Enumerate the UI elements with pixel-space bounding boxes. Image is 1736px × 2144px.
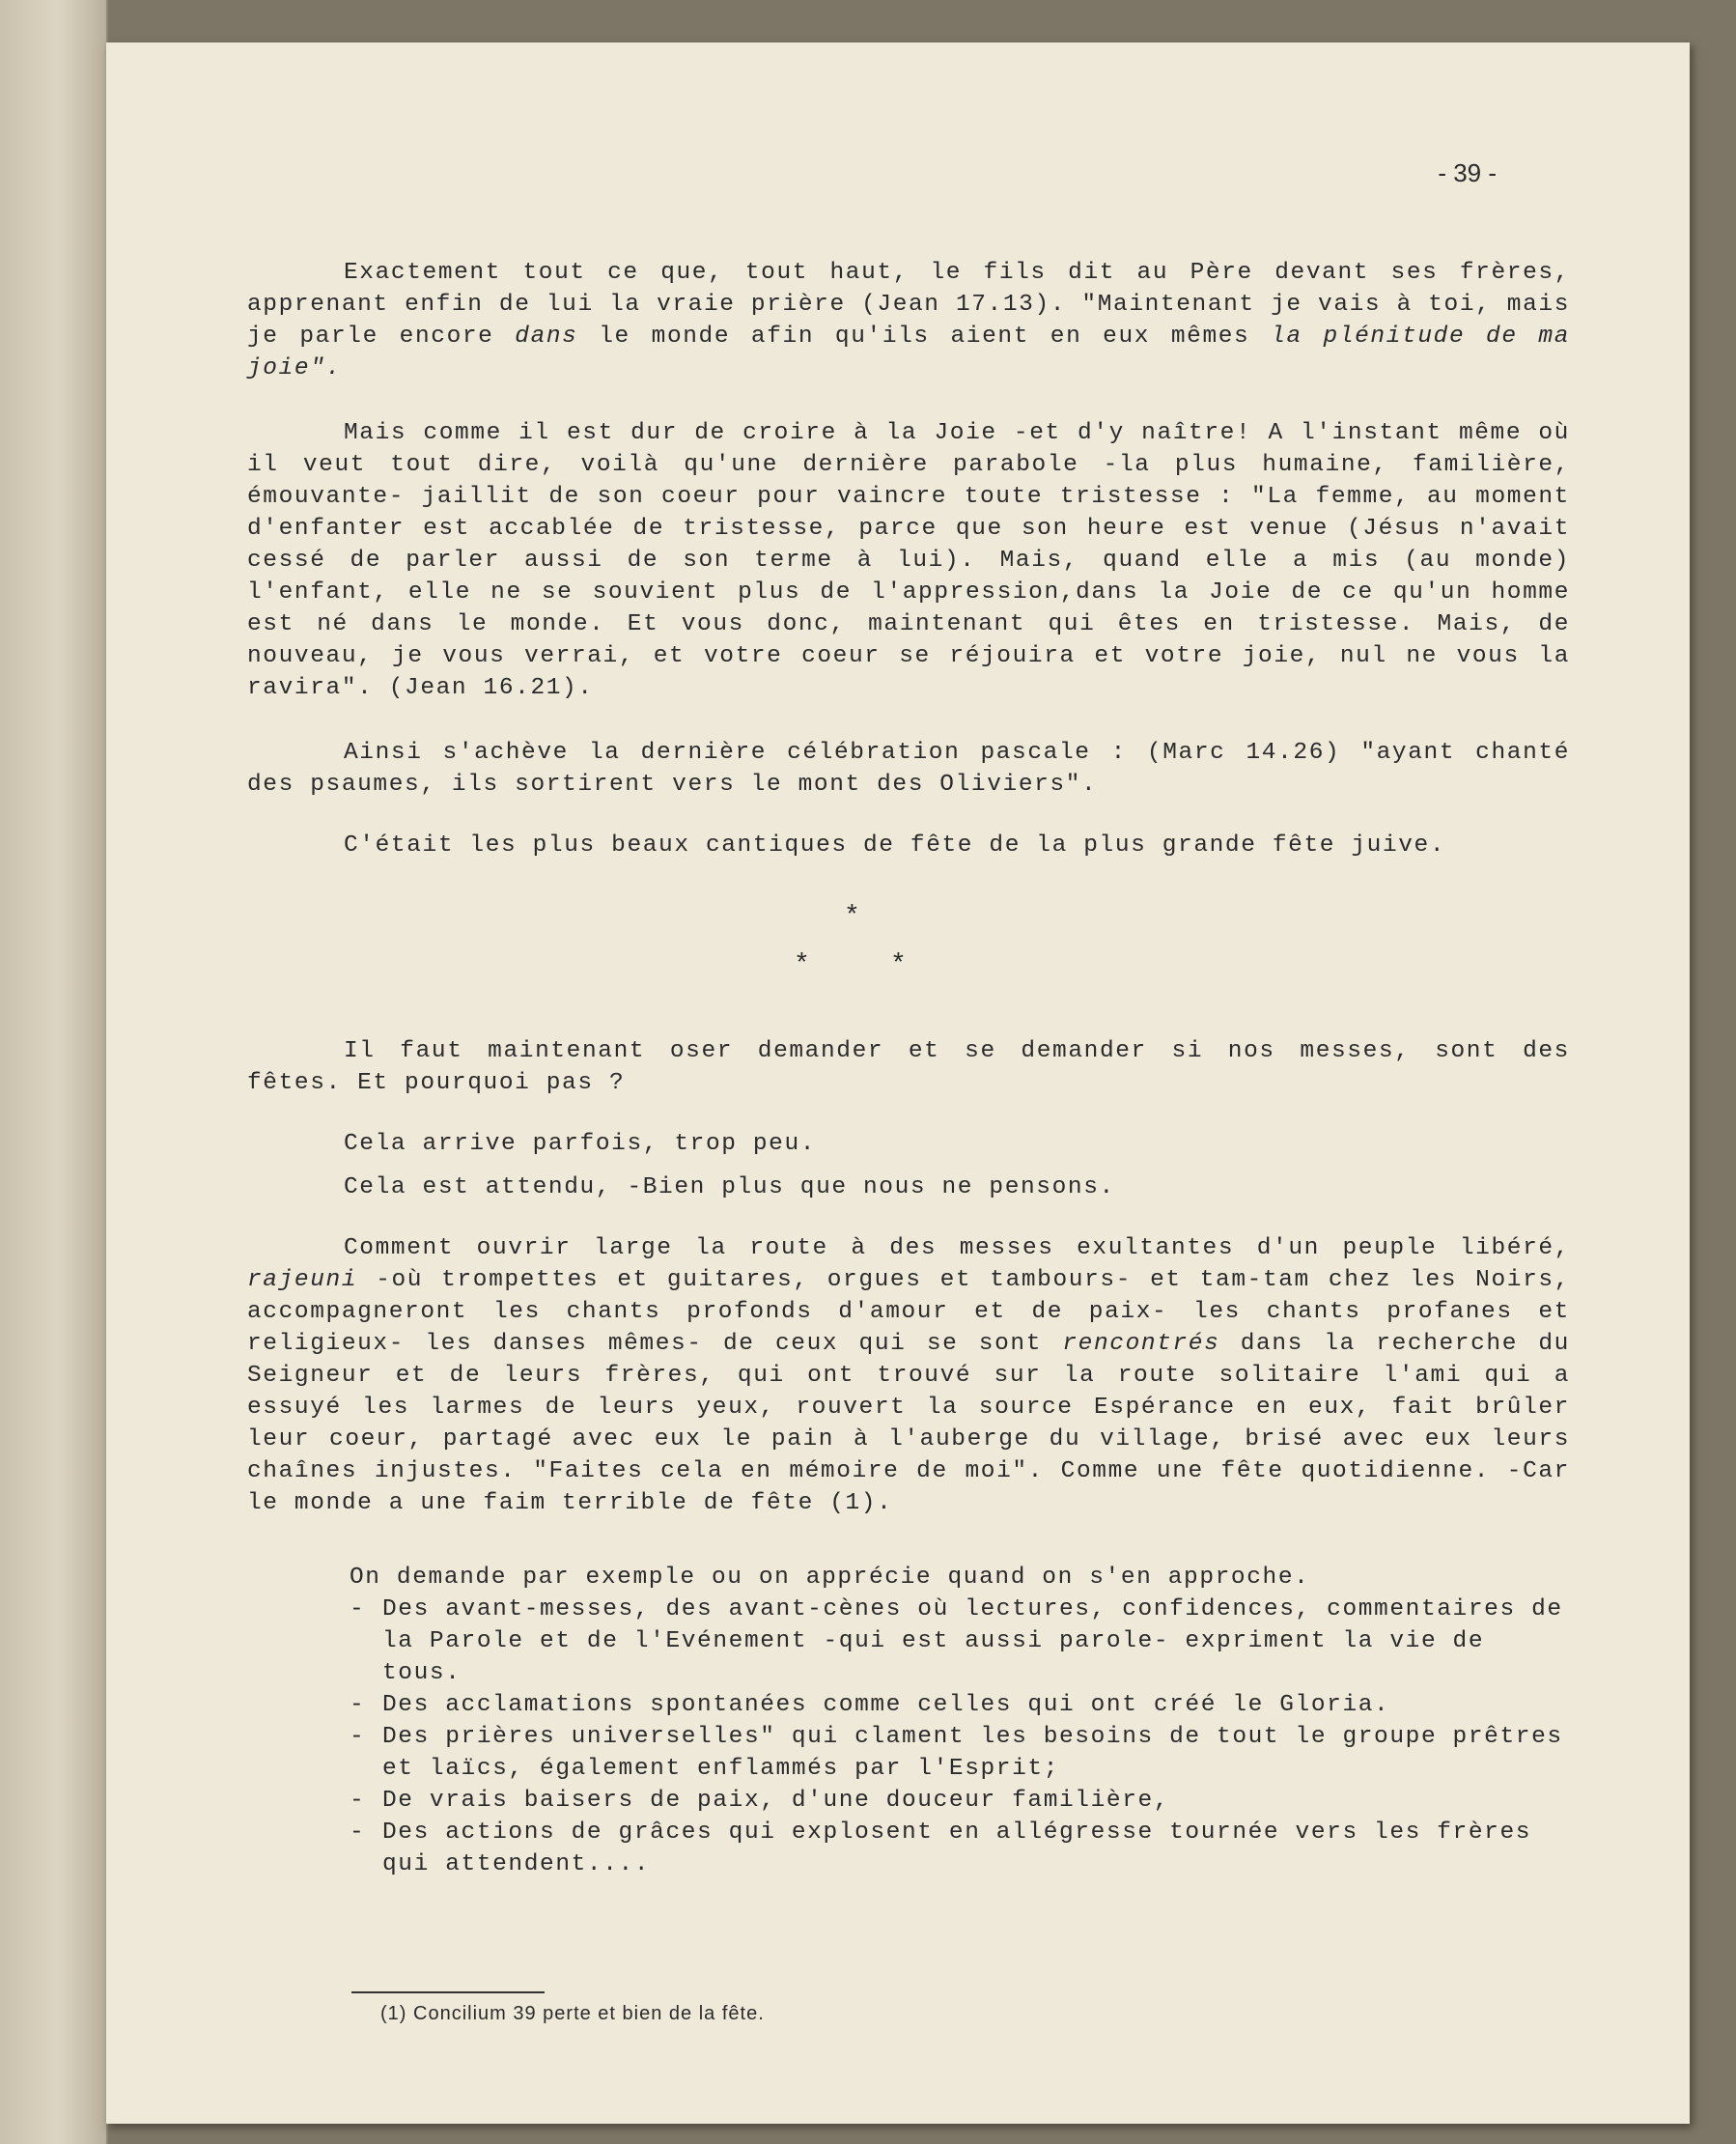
- list-item-text: Des acclamations spontanées comme celles qui ont créé le Gloria.: [382, 1692, 1390, 1718]
- dash-marker: -: [350, 1788, 366, 1814]
- list-item: [350, 1721, 1570, 1785]
- list-item-text: Des prières universelles" qui clament les besoins de tout le groupe prêtres et laïcs, également enflammés par l'Esprit;: [382, 1724, 1563, 1782]
- paragraph-6: Cela arrive parfois, trop peu.: [344, 1131, 817, 1157]
- p8-italic-rencontres: rencontrés: [1062, 1331, 1220, 1357]
- p8-text-a: Comment ouvrir large la route à des messes exultantes d'un peuple libéré,: [344, 1235, 1570, 1261]
- separator-star: *: [890, 950, 907, 980]
- p8-text-b: -où trompettes et guitares, orgues et tambours- et tam-tam chez les Noirs, accompagneront les chants profonds d'amour et de paix- les chants profanes et religieux- les danses mêmes- de ceux qui se sont: [247, 1267, 1570, 1357]
- paragraph-4: C'était les plus beaux cantiques de fête de la plus grande fête juive.: [344, 832, 1446, 859]
- list-item-text: Des avant-messes, des avant-cènes où lectures, confidences, commentaires de la Parole et de l'Evénement -qui est aussi parole- expriment la vie de tous.: [382, 1596, 1563, 1686]
- document-page: [106, 42, 1690, 2124]
- page-body: [247, 257, 1570, 1880]
- p8-italic-rajeuni: rajeuni: [247, 1267, 358, 1293]
- list-item: [350, 1785, 1570, 1817]
- p1-italic-quote: la plénitude de ma joie".: [247, 324, 1570, 381]
- list-item: [350, 1817, 1570, 1880]
- page-number: - 39 -: [1438, 158, 1497, 187]
- paragraph-3: Ainsi s'achève la dernière célébration pascale : (Marc 14.26) "ayant chanté des psaumes, ils sortirent vers le mont des Oliviers".: [247, 740, 1570, 798]
- separator-star: *: [794, 950, 810, 980]
- section-separator: [247, 861, 1570, 1035]
- p1-text-b: le monde afin qu'ils aient en eux mêmes: [577, 324, 1272, 350]
- previous-page-edge: [0, 0, 108, 2144]
- paragraph-1: [247, 257, 1570, 384]
- footnote: (1) Concilium 39 perte et bien de la fête.: [380, 2003, 765, 2024]
- dash-marker: -: [350, 1724, 366, 1750]
- p8-text-c: dans la recherche du Seigneur et de leurs frères, qui ont trouvé sur la route solitaire l'ami qui a essuyé les larmes de leurs yeux, rouvert la source Espérance en eux, fait brûler leur coeur, partagé avec eux le pain à l'auberge du village, brisé avec eux leurs chaînes injustes. "Faites cela en mémoire de moi". Comme une fête quotidienne. -Car le monde a une faim terrible de fête (1).: [247, 1331, 1570, 1516]
- p1-text-a: Exactement tout ce que, tout haut, le fils dit au Père devant ses frères, apprenant enfin de lui la vraie prière (Jean 17.13). "Maintenant je vais à toi, mais je parle encore: [247, 260, 1570, 350]
- list-item-text: Des actions de grâces qui explosent en allégresse tournée vers les frères qui attendent....: [382, 1820, 1532, 1877]
- footnote-rule: [351, 1991, 545, 1993]
- dash-marker: -: [350, 1596, 366, 1622]
- bullet-list: [350, 1594, 1570, 1880]
- list-item-text: De vrais baisers de paix, d'une douceur familière,: [382, 1788, 1170, 1814]
- separator-star: *: [844, 902, 860, 932]
- paragraph-7: Cela est attendu, -Bien plus que nous ne pensons.: [344, 1174, 1115, 1200]
- dash-marker: -: [350, 1820, 366, 1846]
- paragraph-5: Il faut maintenant oser demander et se demander si nos messes, sont des fêtes. Et pourquoi pas ?: [247, 1038, 1570, 1096]
- list-item: [350, 1594, 1570, 1689]
- list-item: [350, 1689, 1570, 1721]
- dash-marker: -: [350, 1692, 366, 1718]
- list-intro: On demande par exemple ou on apprécie quand on s'en approche.: [350, 1565, 1310, 1591]
- paragraph-2: Mais comme il est dur de croire à la Joie -et d'y naître! A l'instant même où il veut tout dire, voilà qu'une dernière parabole -la plus humaine, familière, émouvante- jaillit de son coeur pour vaincre toute tristesse : "La femme, au moment d'enfanter est accablée de tristesse, parce que son heure est venue (Jésus n'avait cessé de parler aussi de son terme à lui). Mais, quand elle a mis (au monde) l'enfant, elle ne se souvient plus de l'appression,dans la Joie de ce qu'un homme est né dans le monde. Et vous donc, maintenant qui êtes en tristesse. Mais, de nouveau, je vous verrai, et votre coeur se réjouira et votre joie, nul ne vous la ravira". (Jean 16.21).: [247, 420, 1570, 701]
- p1-italic-dans: dans: [515, 324, 578, 350]
- paragraph-8: [247, 1232, 1570, 1519]
